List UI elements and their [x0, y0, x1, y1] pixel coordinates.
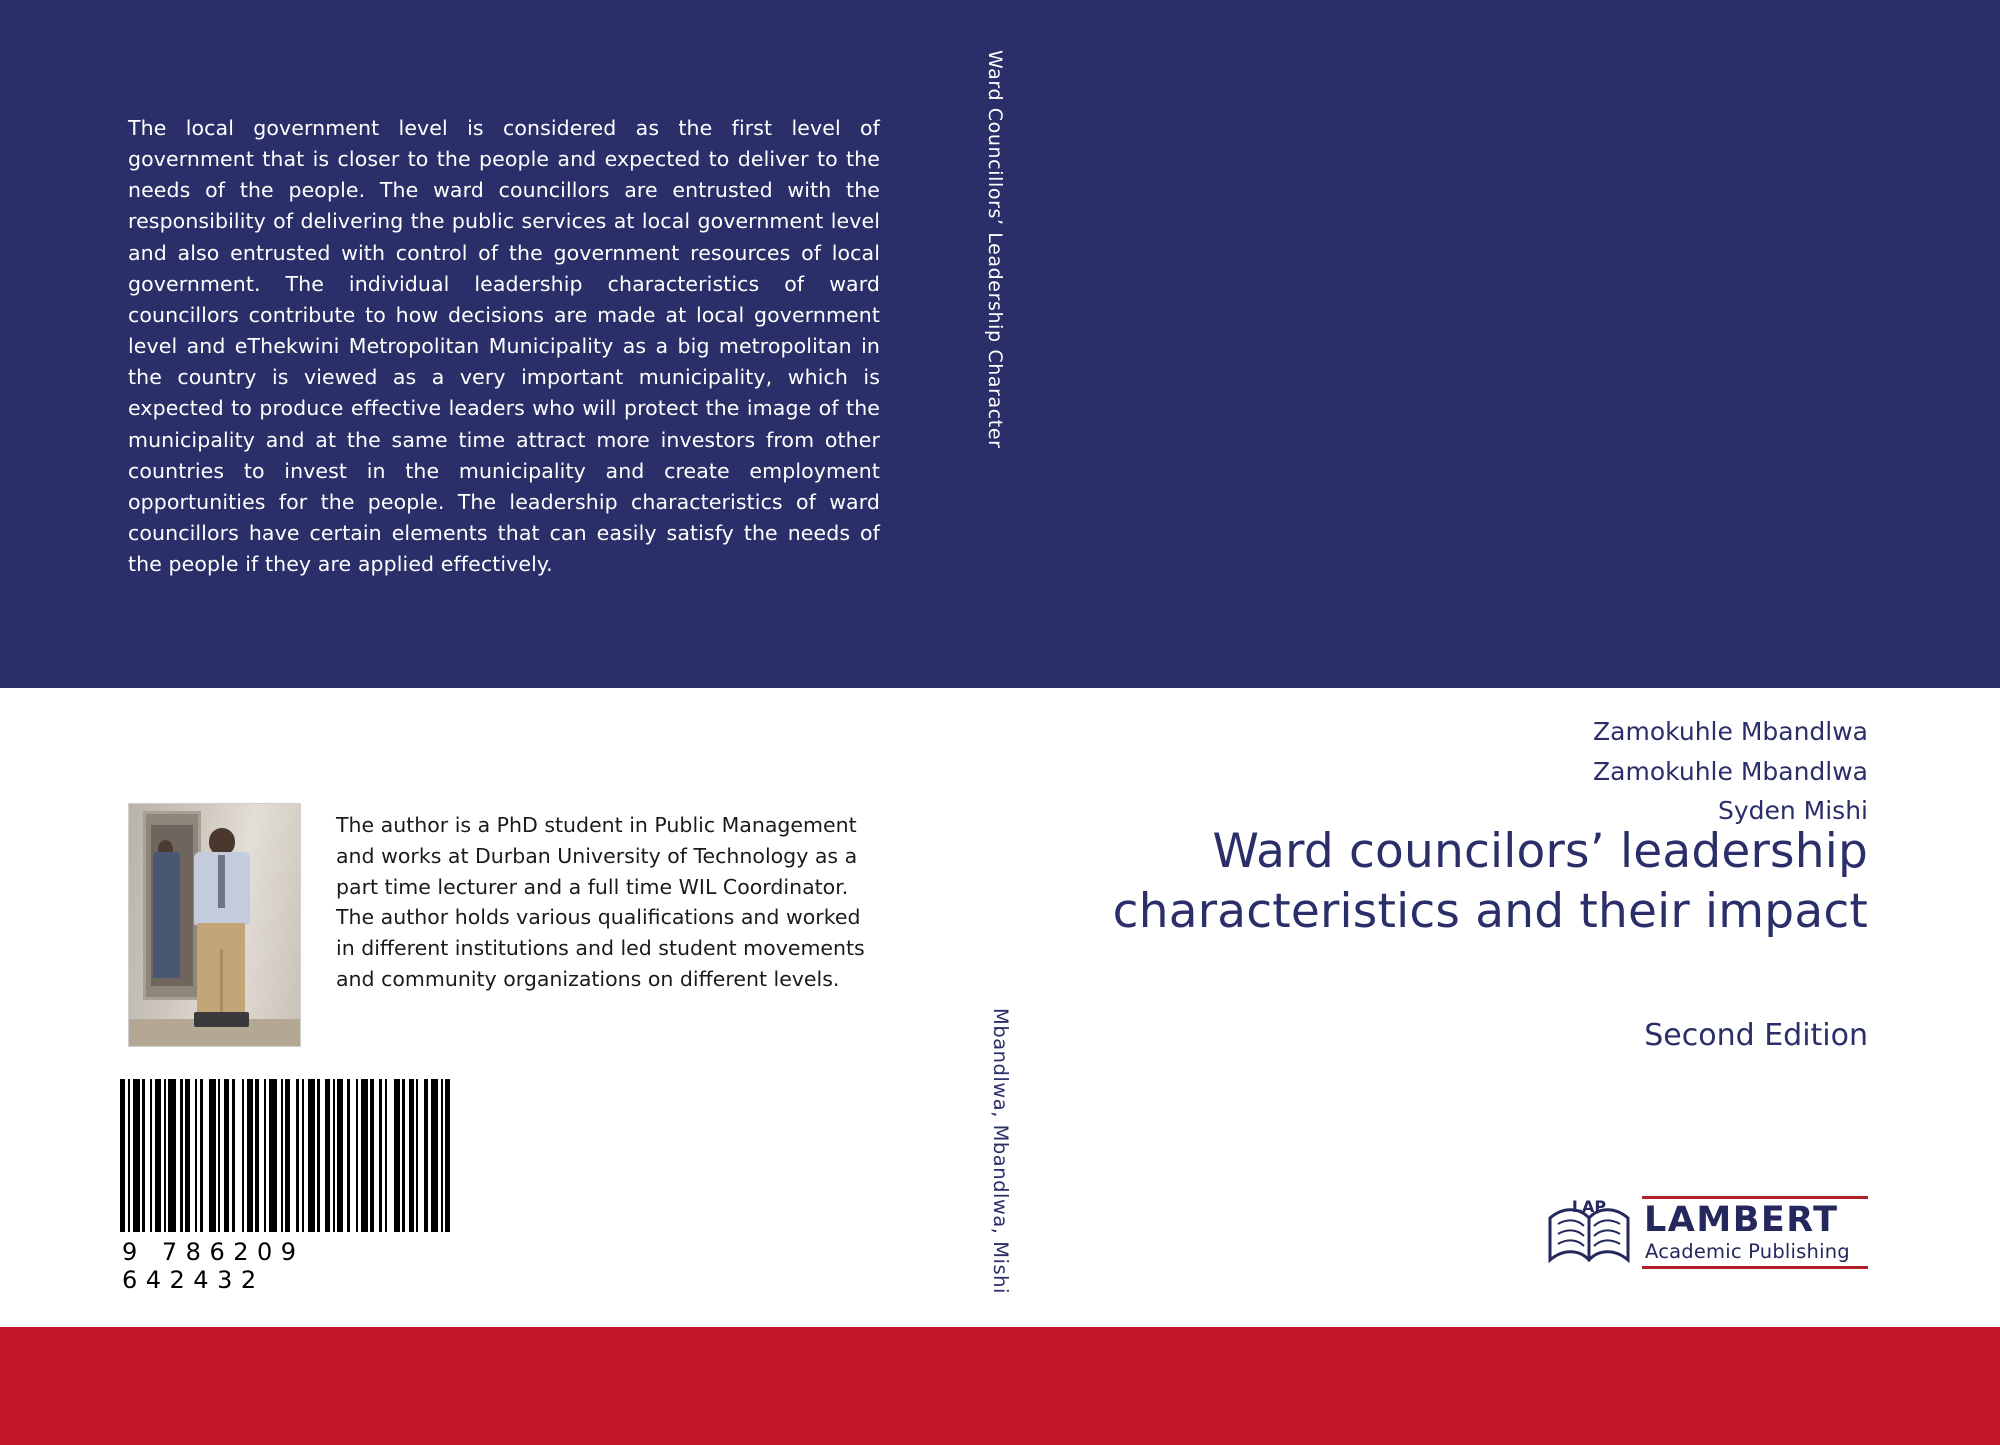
barcode-bars — [120, 1079, 450, 1232]
front-cover-edition: Second Edition — [1644, 1018, 1868, 1053]
author-name-2: Zamokuhle Mbandlwa — [1593, 756, 1868, 786]
spine-authors: Mbandlwa, Mbandlwa, Mishi — [989, 1008, 1012, 1294]
publisher-tagline: Academic Publishing — [1645, 1240, 1850, 1264]
publisher-logo — [1546, 1196, 1868, 1282]
publisher-wordmark — [1642, 1196, 1868, 1269]
photo-person-leg-gap — [220, 949, 223, 1014]
back-cover-blurb: The local government level is considered as the first level of government that is closer to the people and expected to deliver to the needs of the people. The ward councillors are entrusted with the responsibility of delivering the public services at local government level and also entrusted with control of the government resources of local government. The individual leadership characteristics of ward councillors contribute to how decisions are made at local government level and eThekwini Metropolitan Municipality as a big metropolitan in the country is viewed as a very important municipality, which is expected to produce effective leaders who will protect the image of the municipality and at the same time attract more investors from other countries to invest in the municipality and create employment opportunities for the people. The leadership characteristics of ward councillors have certain elements that can easily satisfy the needs of the people if they are applied effectively. — [128, 116, 880, 577]
publisher-name: LAMBERT — [1644, 1200, 1839, 1240]
logo-bottom-rule — [1642, 1266, 1868, 1269]
author-photo — [128, 803, 301, 1047]
front-cover-title: Ward councilors’ leadership characteristics and their impact — [1112, 824, 1868, 940]
svg-text:LAP: LAP — [1571, 1198, 1607, 1216]
barcode — [120, 1079, 450, 1294]
open-book-icon — [1546, 1198, 1632, 1274]
author-biography: The author is a PhD student in Public Management and works at Durban University of Technology as a part time lecturer and a full time WIL Coordinator. The author holds various qualifications and worked in different institutions and led student movements and community organizations on different levels. — [336, 813, 865, 991]
photo-person-tie — [218, 855, 225, 908]
bottom-red-band — [0, 1327, 2000, 1445]
photo-person-shoes — [194, 1012, 249, 1027]
photo-person-head — [209, 828, 235, 855]
photo-reflection-body — [153, 852, 180, 978]
author-name-1: Zamokuhle Mbandlwa — [1593, 717, 1868, 746]
front-cover-authors — [1168, 712, 1868, 831]
barcode-digits: 9 786209 642432 — [122, 1238, 305, 1294]
author-name-3: Syden Mishi — [1717, 796, 1868, 825]
spine-title: Ward Councillors’ Leadership Character — [984, 50, 1006, 449]
